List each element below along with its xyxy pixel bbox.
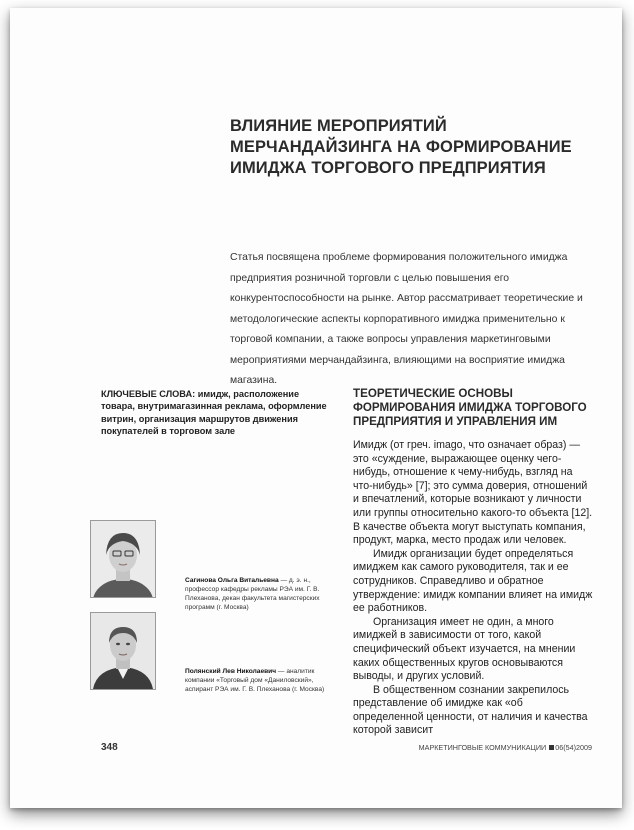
page-number: 348 xyxy=(101,742,118,753)
body-text xyxy=(353,439,593,738)
journal-issue: 06(54)2009 xyxy=(555,743,592,752)
body-paragraph: В общественном сознании закрепилось представление об имидже как «об определенной ценности, от наличия и качества которой зависит xyxy=(353,683,588,737)
author-caption-1 xyxy=(185,576,335,612)
author-caption-2 xyxy=(185,667,335,694)
keywords-text: имидж, расположение товара, внутримагазинная реклама, оформление витрин, организация маршрутов движения покупателей в торговом зале xyxy=(101,389,327,437)
body-paragraph: Имидж (от греч. imago, что означает образ) — это «суждение, выражающее оценку чего-нибудь, отношение к чему-нибудь, взгляд на что-нибудь» [7]; это сумма доверия, отношений и впечатлений, которые возникают у личности или группы относительно какого-то объекта [12]. В качестве объекта могут выступать компания, продукт, марка, место продаж или человек. xyxy=(353,439,593,547)
journal-page xyxy=(10,8,622,808)
body-paragraph: Имидж организации будет определяться имиджем как самого руководителя, так и ее сотрудников. Справедливо и обратное утверждение: имидж компании влияет на имидж ее работников. xyxy=(353,547,593,615)
article-abstract: Статья посвящена проблеме формирования положительного имиджа предприятия розничной торговли с целью повышения его конкурентоспособности на рынке. Автор рассматривает теоретические и методологические аспекты корпоративного имиджа применительно к торговой компании, а также вопросы управления маркетинговыми мероприятиями мерчандайзинга, влияющими на восприятие имиджа магазина. xyxy=(230,252,583,386)
author-details: — аналитик компании «Торговый дом «Даниловский», аспирант РЭА им. Г. В. Плеханова (г. Москва) xyxy=(185,668,325,693)
author-details: — д. э. н., профессор кафедры рекламы РЭА им. Г. В. Плеханова, декан факультета магистерских программ (г. Москва) xyxy=(185,577,320,611)
author-portrait-image xyxy=(91,521,155,597)
section-heading: ТЕОРЕТИЧЕСКИЕ ОСНОВЫ ФОРМИРОВАНИЯ ИМИДЖА ТОРГОВОГО ПРЕДПРИЯТИЯ И УПРАВЛЕНИЯ ИМ xyxy=(353,387,587,428)
square-bullet-icon xyxy=(549,745,554,750)
author-photo-1 xyxy=(90,520,156,598)
author-portrait-image xyxy=(91,613,155,689)
keywords-block xyxy=(101,388,329,438)
body-paragraph: Организация имеет не один, а много имиджей в зависимости от того, какой специфический объект изучается, на мнении каких общественных кругов основываются выводы, и других условий. xyxy=(353,615,576,683)
journal-name: МАРКЕТИНГОВЫЕ КОММУНИКАЦИИ xyxy=(418,743,547,752)
journal-footer xyxy=(408,743,592,752)
author-name: Полянский Лев Николаевич xyxy=(185,668,277,675)
keywords-label: КЛЮЧЕВЫЕ СЛОВА: xyxy=(101,389,196,399)
article-title: ВЛИЯНИЕ МЕРОПРИЯТИЙ МЕРЧАНДАЙЗИНГА НА ФОРМИРОВАНИЕ ИМИДЖА ТОРГОВОГО ПРЕДПРИЯТИЯ xyxy=(230,117,572,177)
author-name: Сагинова Ольга Витальевна xyxy=(185,577,279,584)
author-photo-2 xyxy=(90,612,156,690)
